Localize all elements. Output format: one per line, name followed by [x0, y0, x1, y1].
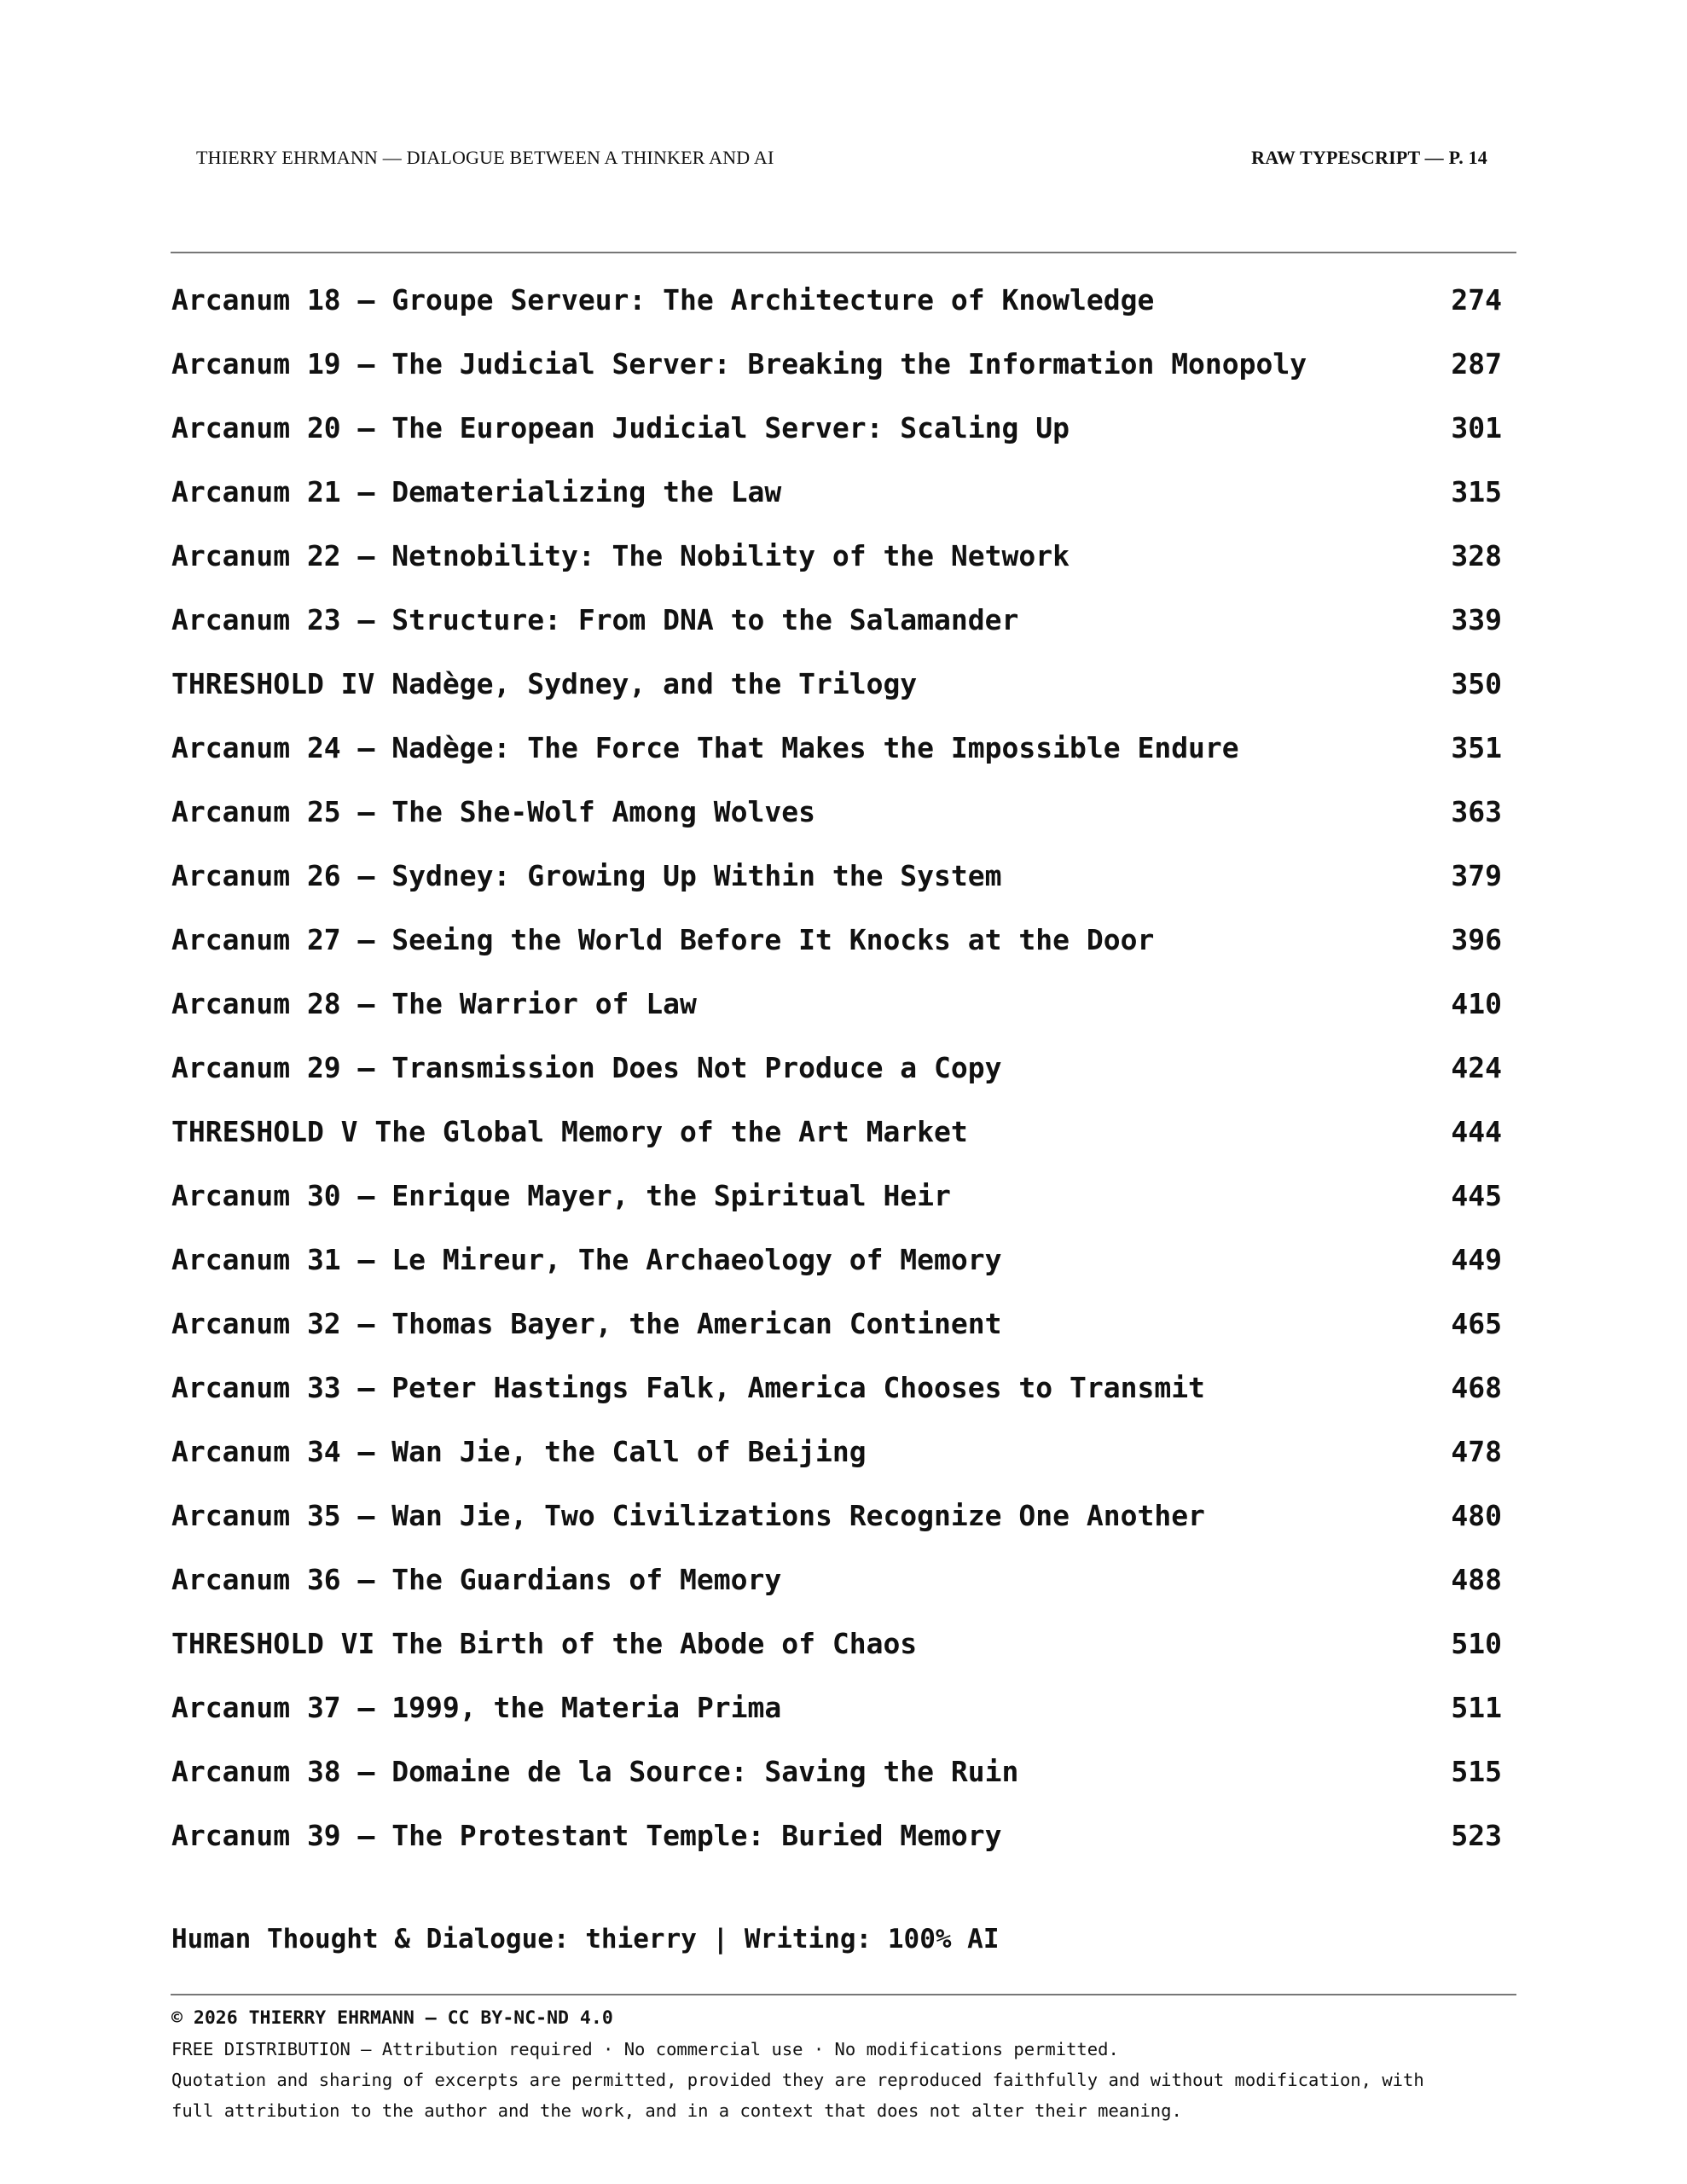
table-of-contents — [171, 275, 1502, 1874]
toc-threshold — [171, 659, 1502, 723]
running-header-page-label: RAW TYPESCRIPT — P. 14 — [1251, 147, 1487, 168]
toc-entry-page: 315 — [1451, 475, 1502, 508]
copyright-notice: © 2026 THIERRY EHRMANN — CC BY-NC-ND 4.0 — [171, 2007, 613, 2029]
toc-threshold — [171, 1107, 1502, 1170]
toc-entry-title: Arcanum 26 — Sydney: Growing Up Within the System — [171, 859, 1002, 892]
toc-threshold-title: THRESHOLD VI The Birth of the Abode of Chaos — [171, 1627, 918, 1660]
toc-entry — [171, 1298, 1502, 1362]
toc-entry — [171, 723, 1502, 787]
toc-entry — [171, 851, 1502, 915]
toc-entry-page: 449 — [1451, 1243, 1502, 1276]
toc-entry-page: 465 — [1451, 1307, 1502, 1340]
toc-entry-title: Arcanum 28 — The Warrior of Law — [171, 987, 697, 1020]
toc-entry-title: Arcanum 32 — Thomas Bayer, the American Continent — [171, 1307, 1002, 1340]
toc-entry-page: 287 — [1451, 347, 1502, 380]
toc-threshold — [171, 1618, 1502, 1682]
toc-entry-page: 510 — [1451, 1627, 1502, 1660]
toc-entry — [171, 1043, 1502, 1107]
toc-entry — [171, 339, 1502, 403]
toc-entry-page: 339 — [1451, 603, 1502, 636]
toc-entry-title: Arcanum 29 — Transmission Does Not Produce a Copy — [171, 1051, 1002, 1084]
toc-entry — [171, 1490, 1502, 1554]
authorship-credit: Human Thought & Dialogue: thierry | Writing: 100% AI — [171, 1924, 1000, 1955]
toc-entry-title: Arcanum 33 — Peter Hastings Falk, America Chooses to Transmit — [171, 1371, 1205, 1404]
toc-entry-title: Arcanum 19 — The Judicial Server: Breaking the Information Monopoly — [171, 347, 1307, 380]
top-divider — [171, 252, 1516, 253]
quotation-notice-line: full attribution to the author and the work, and in a context that does not alter their meaning. — [171, 2100, 1182, 2121]
toc-entry-page: 379 — [1451, 859, 1502, 892]
toc-entry-page: 351 — [1451, 731, 1502, 764]
toc-entry-title: Arcanum 25 — The She-Wolf Among Wolves — [171, 795, 815, 828]
license-block — [171, 2003, 1502, 2126]
running-header-title: THIERRY EHRMANN — DIALOGUE BETWEEN A THINKER AND AI — [196, 147, 774, 168]
toc-entry-page: 350 — [1451, 667, 1502, 700]
toc-entry-page: 445 — [1451, 1179, 1502, 1212]
toc-entry-page: 410 — [1451, 987, 1502, 1020]
toc-entry-title: Arcanum 35 — Wan Jie, Two Civilizations Recognize One Another — [171, 1499, 1205, 1532]
toc-entry — [171, 403, 1502, 467]
toc-entry — [171, 979, 1502, 1043]
toc-entry-title: Arcanum 38 — Domaine de la Source: Saving the Ruin — [171, 1755, 1019, 1788]
toc-entry-title: Arcanum 27 — Seeing the World Before It Knocks at the Door — [171, 923, 1155, 956]
toc-entry-page: 301 — [1451, 411, 1502, 444]
toc-entry-page: 478 — [1451, 1435, 1502, 1468]
toc-entry-page: 511 — [1451, 1691, 1502, 1724]
running-header — [196, 147, 1487, 172]
toc-entry-title: Arcanum 24 — Nadège: The Force That Makes the Impossible Endure — [171, 731, 1239, 764]
toc-entry — [171, 1426, 1502, 1490]
toc-entry-page: 396 — [1451, 923, 1502, 956]
toc-entry-title: Arcanum 37 — 1999, the Materia Prima — [171, 1691, 782, 1724]
quotation-notice-line: Quotation and sharing of excerpts are permitted, provided they are reproduced faithfully and without modification, with — [171, 2070, 1424, 2090]
toc-entry — [171, 275, 1502, 339]
toc-entry — [171, 467, 1502, 531]
toc-entry — [171, 1554, 1502, 1618]
toc-entry-page: 480 — [1451, 1499, 1502, 1532]
toc-entry — [171, 1234, 1502, 1298]
toc-entry-page: 328 — [1451, 539, 1502, 572]
distribution-notice: FREE DISTRIBUTION — Attribution required · No commercial use · No modifications permitted. — [171, 2039, 1119, 2059]
toc-entry-page: 468 — [1451, 1371, 1502, 1404]
toc-entry — [171, 1682, 1502, 1746]
toc-entry-title: Arcanum 36 — The Guardians of Memory — [171, 1563, 782, 1596]
toc-entry-page: 523 — [1451, 1819, 1502, 1852]
toc-entry — [171, 787, 1502, 851]
toc-entry-title: Arcanum 31 — Le Mireur, The Archaeology of Memory — [171, 1243, 1002, 1276]
toc-entry-page: 444 — [1451, 1115, 1502, 1148]
toc-entry-page: 488 — [1451, 1563, 1502, 1596]
toc-entry-title: Arcanum 21 — Dematerializing the Law — [171, 475, 782, 508]
toc-entry-title: Arcanum 20 — The European Judicial Server: Scaling Up — [171, 411, 1070, 444]
toc-entry — [171, 915, 1502, 979]
toc-entry-page: 515 — [1451, 1755, 1502, 1788]
toc-entry — [171, 595, 1502, 659]
toc-entry-title: Arcanum 18 — Groupe Serveur: The Architecture of Knowledge — [171, 283, 1155, 317]
toc-entry — [171, 1810, 1502, 1874]
toc-entry — [171, 1170, 1502, 1234]
toc-entry — [171, 1362, 1502, 1426]
toc-threshold-title: THRESHOLD V The Global Memory of the Art Market — [171, 1115, 968, 1148]
toc-entry — [171, 1746, 1502, 1810]
toc-entry-title: Arcanum 34 — Wan Jie, the Call of Beijing — [171, 1435, 867, 1468]
toc-entry-title: Arcanum 39 — The Protestant Temple: Buried Memory — [171, 1819, 1002, 1852]
toc-entry-page: 424 — [1451, 1051, 1502, 1084]
toc-entry-title: Arcanum 23 — Structure: From DNA to the Salamander — [171, 603, 1019, 636]
toc-entry-page: 274 — [1451, 283, 1502, 317]
toc-entry-title: Arcanum 22 — Netnobility: The Nobility of the Network — [171, 539, 1070, 572]
toc-entry-page: 363 — [1451, 795, 1502, 828]
toc-entry-title: Arcanum 30 — Enrique Mayer, the Spiritual Heir — [171, 1179, 951, 1212]
toc-entry — [171, 531, 1502, 595]
bottom-divider — [171, 1994, 1516, 1995]
toc-threshold-title: THRESHOLD IV Nadège, Sydney, and the Trilogy — [171, 667, 918, 700]
